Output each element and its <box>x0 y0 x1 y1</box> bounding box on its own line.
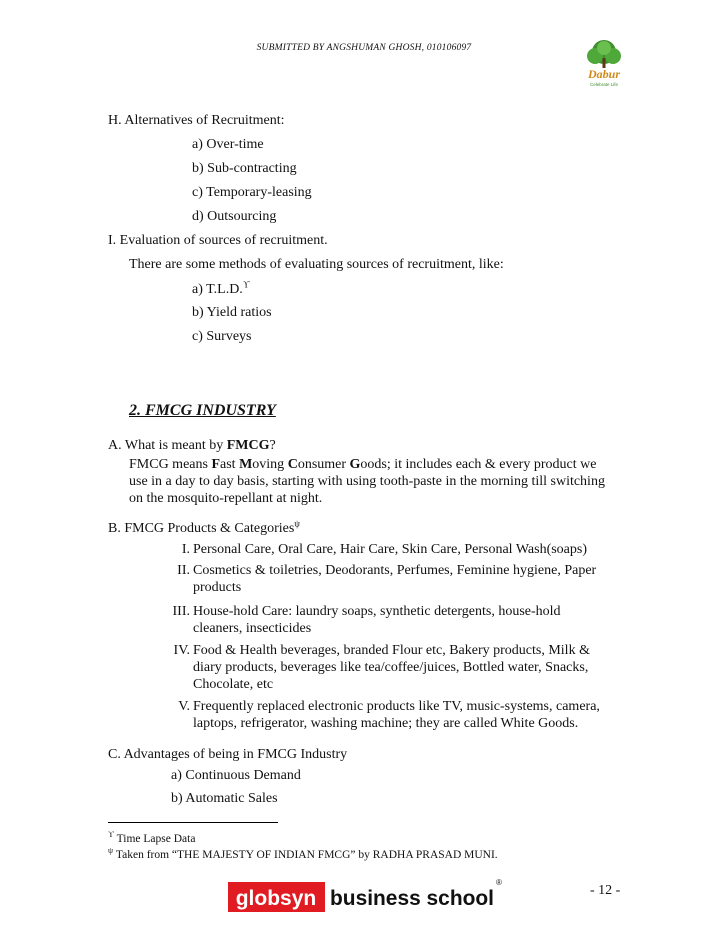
section-c-item: a) Continuous Demand <box>171 768 301 783</box>
category-line: diary products, beverages like tea/coffee/juices, Bottled water, Snacks, <box>193 660 589 675</box>
roman-numeral: I. <box>181 542 190 557</box>
category-line: Cosmetics & toiletries, Deodorants, Perfumes, Feminine hygiene, Paper <box>193 563 597 578</box>
section-a-line: use in a day to day basis, starting with using tooth-paste in the morning till switching <box>129 474 605 489</box>
footnote-marker: ϒ <box>242 279 250 290</box>
footnote: $^\psi$ Taken from “THE MAJESTY OF INDIAN FMCG” by RADHA PRASAD MUNI. <box>108 846 498 861</box>
section-title-fmcg: 2. FMCG INDUSTRY <box>129 402 276 419</box>
footnote: $^ϒ$ Time Lapse Data <box>108 830 196 845</box>
section-b-heading: B. FMCG Products & Categories$^\psi$ <box>108 518 300 536</box>
section-i-item: b) Yield ratios <box>192 305 272 320</box>
section-i-item-text: a) T.L.D. <box>192 282 243 297</box>
page-header: SUBMITTED BY ANGSHUMAN GHOSH, 010106097 <box>256 43 472 53</box>
footnote-marker: ψ <box>294 518 300 529</box>
dabur-logo-text: Dabur <box>587 67 621 81</box>
section-i-item: c) Surveys <box>192 329 252 344</box>
page-number: - 12 - <box>590 883 621 898</box>
section-i-heading: I. Evaluation of sources of recruitment. <box>108 233 328 248</box>
section-h-item: c) Temporary-leasing <box>192 185 312 200</box>
roman-numeral: III. <box>172 604 190 619</box>
registered-mark: ® <box>496 878 502 887</box>
globsyn-logo-part2: business school <box>330 887 494 910</box>
category-line: House-hold Care: laundry soaps, synthetic detergents, house-hold <box>193 604 561 619</box>
category-line: Personal Care, Oral Care, Hair Care, Skin Care, Personal Wash(soaps) <box>193 542 588 557</box>
section-c-item: b) Automatic Sales <box>171 791 278 806</box>
category-line: Chocolate, etc <box>193 677 274 692</box>
globsyn-logo <box>228 876 504 914</box>
section-h-heading: H. Alternatives of Recruitment: <box>108 113 285 128</box>
category-line: Food & Health beverages, branded Flour etc, Bakery products, Milk & <box>193 643 590 658</box>
footnote-divider <box>108 822 278 823</box>
section-h-item: b) Sub-contracting <box>192 161 297 176</box>
dabur-logo-tagline: Celebrate Life <box>589 82 619 87</box>
section-h-item: d) Outsourcing <box>192 209 277 224</box>
category-line: Frequently replaced electronic products like TV, music-systems, camera, <box>193 699 600 714</box>
section-a-heading: A. What is meant by FMCG? <box>108 438 276 453</box>
globsyn-logo-part1: globsyn <box>235 887 317 910</box>
section-h-item: a) Over-time <box>192 137 264 152</box>
roman-numeral: IV. <box>173 643 190 658</box>
section-i-intro: There are some methods of evaluating sources of recruitment, like: <box>129 257 504 272</box>
section-a-line: on the mosquito-repellant at night. <box>129 491 323 506</box>
category-line: products <box>193 580 242 595</box>
section-a-line: FMCG means Fast Moving Consumer Goods; it includes each & every product we <box>129 457 597 472</box>
dabur-logo <box>578 38 630 88</box>
roman-numeral: II. <box>177 563 190 578</box>
section-c-heading: C. Advantages of being in FMCG Industry <box>108 747 348 762</box>
section-i-item <box>192 281 249 298</box>
category-line: cleaners, insecticides <box>193 621 312 636</box>
category-line: laptops, refrigerator, washing machine; they are called White Goods. <box>193 716 579 731</box>
roman-numeral: V. <box>178 699 190 714</box>
